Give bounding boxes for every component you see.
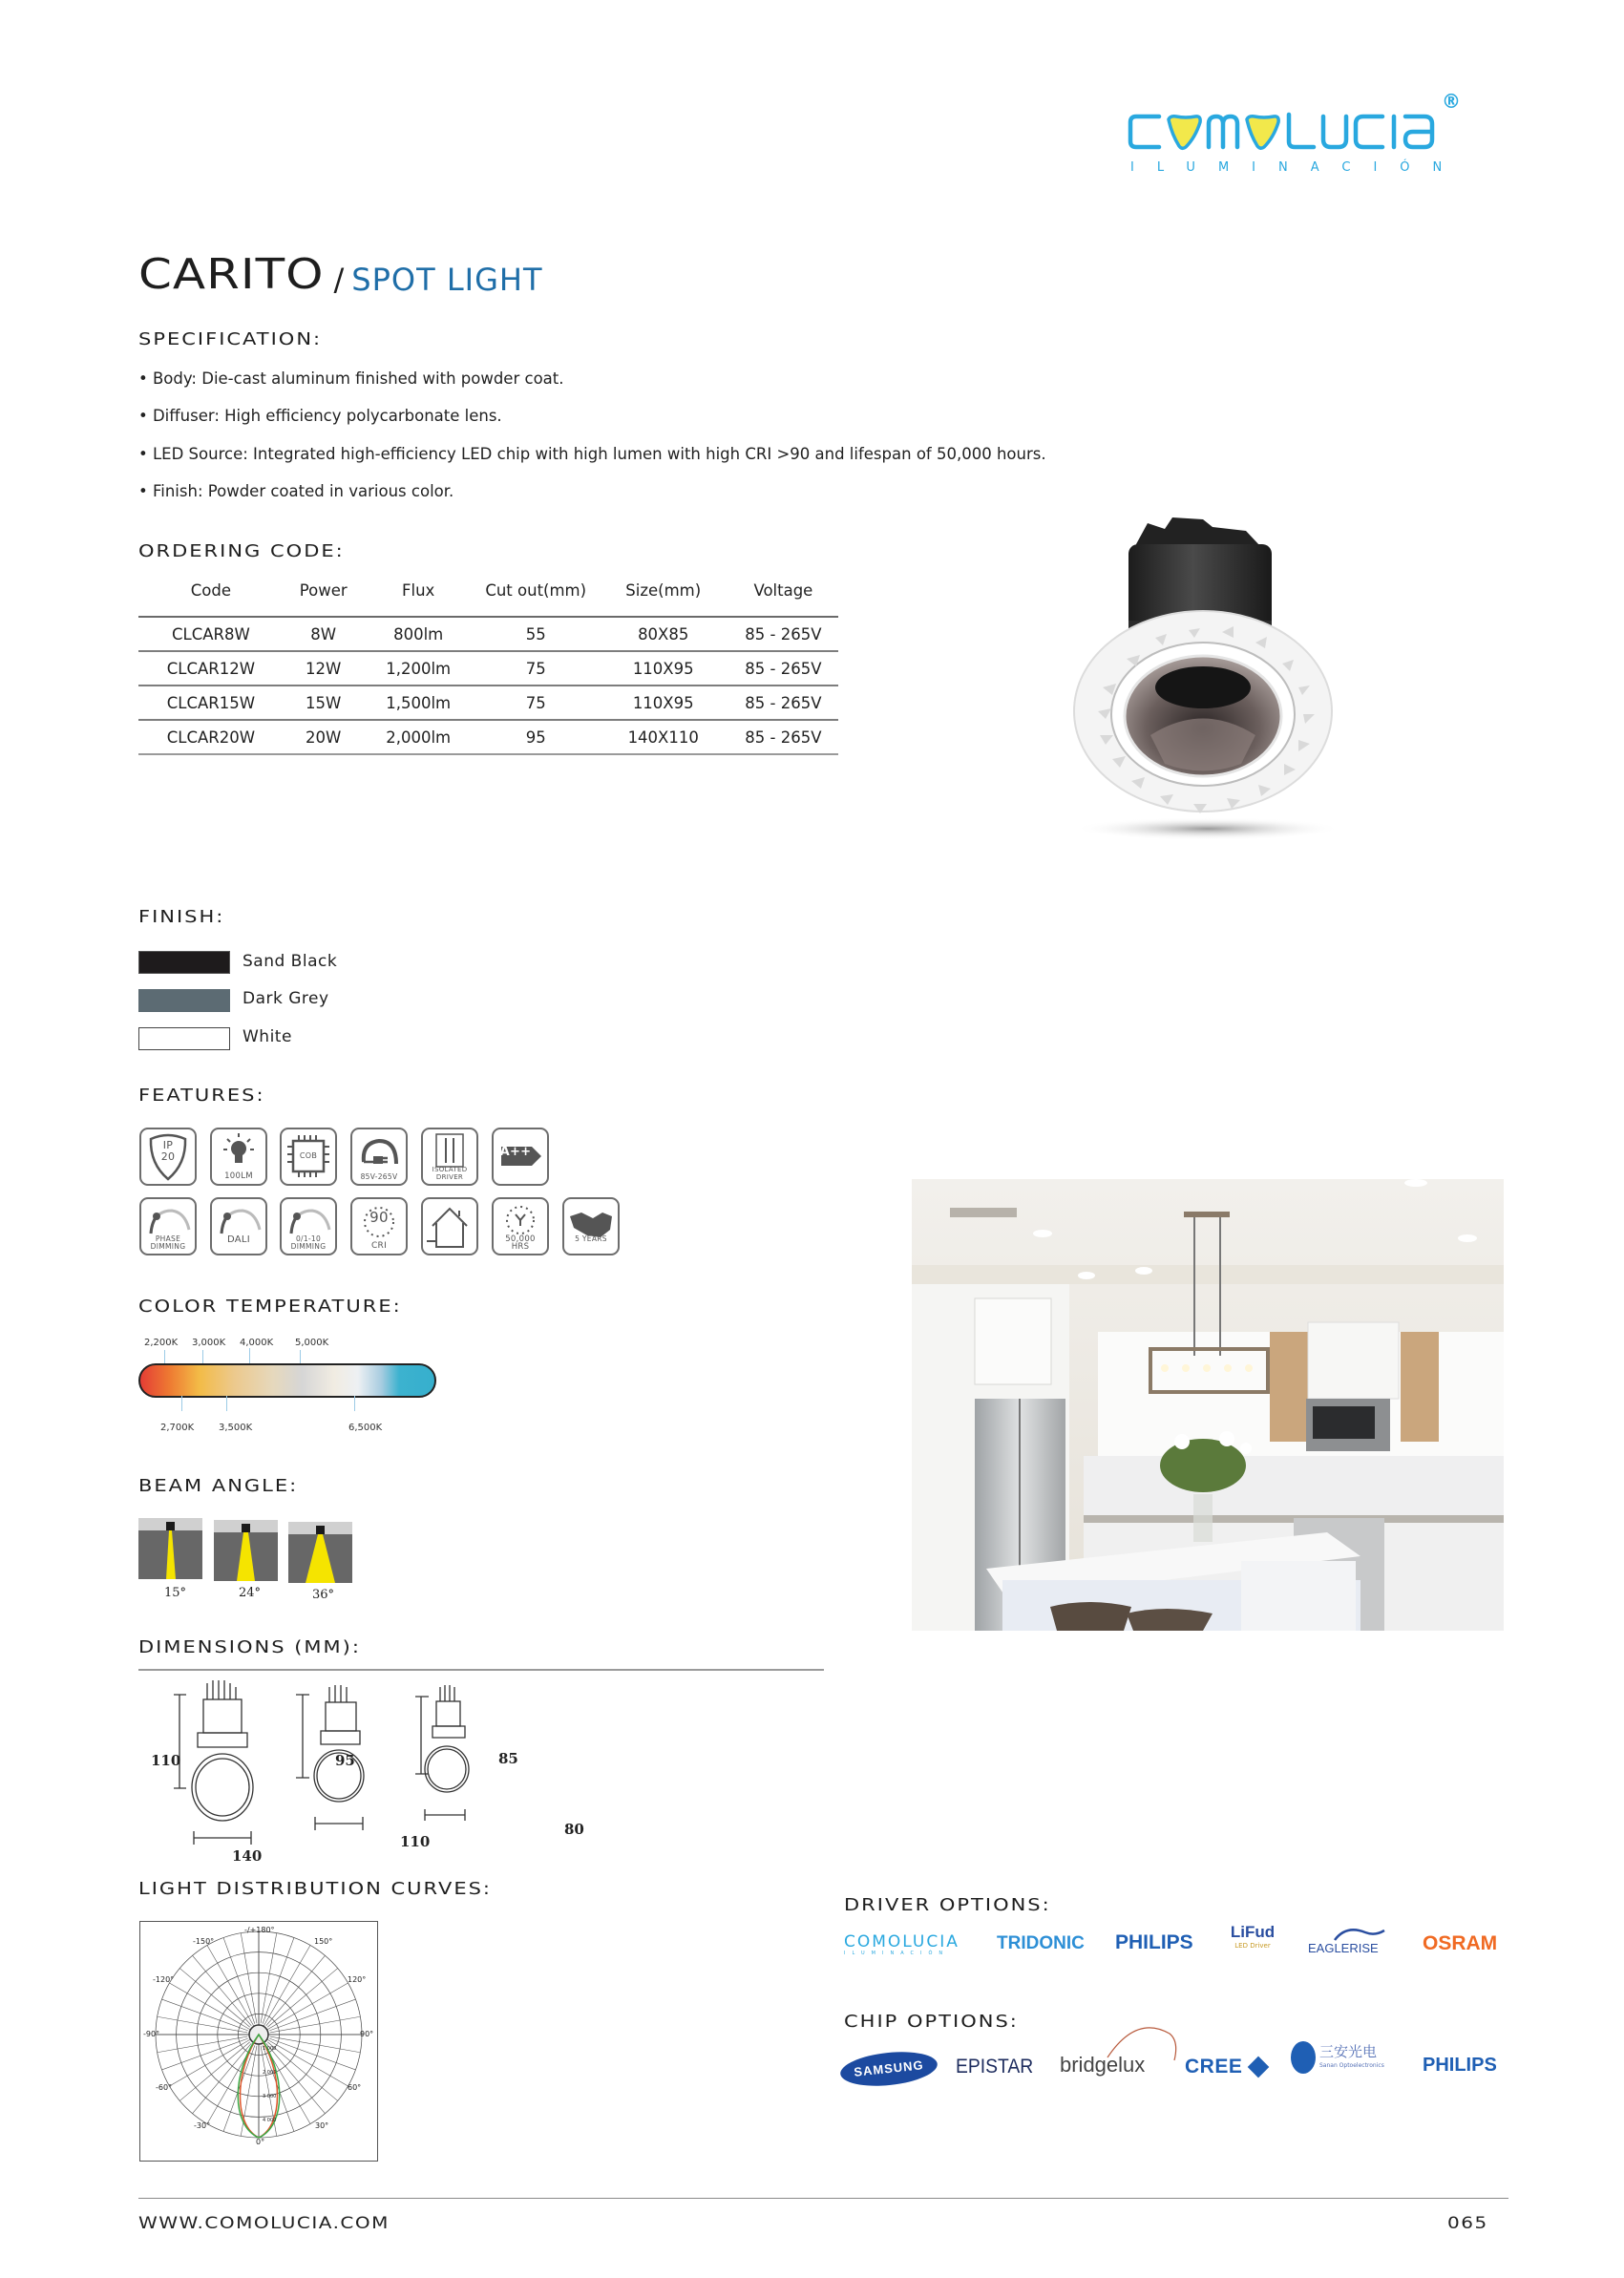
beam-angle-label: 24° [239, 1586, 262, 1600]
finish-label: White [243, 1027, 292, 1046]
cell-voltage: 85 - 265V [728, 617, 838, 651]
polar-angle-label: 0° [256, 2138, 265, 2146]
cell-code: CLCAR8W [138, 617, 284, 651]
feature-caption: CRI [370, 1241, 388, 1251]
column-header: Power [299, 581, 348, 600]
handshake-icon [562, 1197, 620, 1255]
cell-cutout: 55 [474, 617, 599, 651]
ordering-code-heading: ORDERING CODE: [138, 541, 345, 561]
table-row [138, 651, 838, 686]
footer-website-link[interactable]: WWW.COMOLUCIA.COM [138, 2213, 390, 2233]
driver-brand-comolucia: COMOLUCIA ILUMINACIÓN [844, 1932, 960, 1956]
chip-brand-philips: PHILIPS [1423, 2055, 1497, 2076]
polar-chart-frame [139, 1921, 378, 2162]
color-temperature-bar [138, 1363, 436, 1398]
comolucia-logo [1127, 90, 1547, 186]
dim-width-label: 110 [400, 1833, 431, 1850]
table-row [138, 720, 838, 754]
feature-caption: 5 YEARS [575, 1234, 607, 1243]
column-header: Voltage [753, 581, 813, 600]
feature-caption: 0/1-10 DIMMING [290, 1234, 327, 1251]
finish-swatch-white [138, 1027, 230, 1050]
polar-angle-label: -/+180° [244, 1926, 275, 1934]
finish-swatch-sand-black [138, 951, 230, 974]
dim-width-label: 80 [564, 1821, 584, 1838]
cell-size: 110X95 [599, 686, 728, 720]
ordering-table [138, 576, 838, 755]
cell-flux: 1,200lm [364, 651, 474, 686]
chip-brand-samsung: SAMSUNG [839, 2048, 939, 2090]
dimensions-divider [138, 1669, 824, 1671]
ct-tick [354, 1396, 355, 1411]
polar-spoke [261, 1933, 277, 2024]
polar-angle-label: 120° [348, 1975, 367, 1984]
beam-angle-label: 15° [164, 1586, 187, 1600]
table-header-row [138, 576, 838, 617]
cri-value: 90 [369, 1209, 389, 1226]
dimension-drawing-large [174, 1680, 253, 1845]
cell-cutout: 75 [474, 651, 599, 686]
polar-chart [140, 1922, 376, 2160]
cell-power: 15W [284, 686, 364, 720]
cree-diamond-icon [1248, 2057, 1270, 2078]
cell-code: CLCAR15W [138, 686, 284, 720]
driver-options-heading: DRIVER OPTIONS: [844, 1895, 1051, 1915]
driver-brand-tridonic: TRIDONIC [997, 1933, 1085, 1953]
polar-radial-label: 4 000 [263, 2118, 277, 2123]
dimension-drawing-small [415, 1685, 469, 1821]
polar-radial-label: 3 000 [263, 2094, 277, 2099]
cell-flux: 1,500lm [364, 686, 474, 720]
polar-angle-label: -150° [193, 1937, 215, 1946]
ct-label-top: 2,200K [144, 1338, 179, 1348]
spec-bullet: • Body: Die-cast aluminum finished with powder coat. [138, 369, 564, 388]
page-number: 065 [1447, 2213, 1488, 2233]
isolated-driver-icon [421, 1128, 478, 1186]
lightbulb-icon [210, 1128, 267, 1186]
cell-flux: 800lm [364, 617, 474, 651]
beam-15-icon [138, 1518, 202, 1579]
chip-brand-cree: CREE [1185, 2056, 1243, 2078]
feature-caption: PHASE DIMMING [150, 1234, 186, 1251]
ct-label-top: 5,000K [295, 1338, 329, 1348]
finish-swatch-dark-grey [138, 989, 230, 1012]
column-header: Flux [402, 581, 435, 600]
polar-angle-label: -60° [156, 2083, 173, 2092]
spec-bullet: • Diffuser: High efficiency polycarbonate lens. [138, 407, 502, 425]
dimming-0-10-icon [280, 1197, 337, 1255]
driver-brand-osram: OSRAM [1423, 1932, 1498, 1954]
specification-heading: SPECIFICATION: [138, 329, 323, 349]
polar-radial-label: 1 000 [263, 2046, 277, 2052]
energy-class-text: A++ [499, 1145, 532, 1159]
cell-voltage: 85 - 265V [728, 686, 838, 720]
product-image-spotlight [1060, 506, 1356, 850]
footer-divider [138, 2198, 1508, 2199]
ct-label-top: 3,000K [192, 1338, 226, 1348]
ip-text: IP 20 [160, 1139, 176, 1163]
table-row [138, 617, 838, 651]
ct-label-bottom: 6,500K [348, 1423, 383, 1433]
ct-tick [181, 1396, 182, 1411]
polar-angle-label: 30° [315, 2121, 329, 2130]
feature-caption: ISOLATED DRIVER [432, 1166, 468, 1181]
feature-caption: DALI [226, 1234, 251, 1245]
cell-voltage: 85 - 265V [728, 720, 838, 754]
clock-icon [492, 1197, 549, 1255]
power-plug-icon [350, 1128, 408, 1186]
polar-angle-label: 60° [348, 2083, 362, 2092]
feature-caption: 100LM [224, 1171, 253, 1181]
spec-bullet: • Finish: Powder coated in various color. [138, 482, 454, 500]
polar-angle-label: 90° [360, 2030, 374, 2038]
dim-height-label: 85 [498, 1750, 518, 1767]
house-icon [421, 1197, 478, 1255]
cell-voltage: 85 - 265V [728, 651, 838, 686]
polar-spoke [241, 1933, 257, 2024]
polar-angle-label: -30° [194, 2121, 211, 2130]
polar-angle-label: -90° [143, 2030, 160, 2038]
polar-angle-label: -120° [153, 1975, 175, 1984]
table-row [138, 686, 838, 720]
beam-36-icon [288, 1522, 352, 1583]
cob-chip-icon [280, 1128, 337, 1186]
cell-size: 80X85 [599, 617, 728, 651]
dimensions-heading: DIMENSIONS (MM): [138, 1637, 361, 1657]
driver-brand-lifud: LiFud LED Driver [1230, 1923, 1276, 1950]
dim-width-label: 140 [232, 1847, 263, 1865]
cob-text: COB [299, 1151, 318, 1160]
cell-flux: 2,000lm [364, 720, 474, 754]
color-temperature-heading: COLOR TEMPERATURE: [138, 1297, 402, 1317]
ct-label-top: 4,000K [240, 1338, 274, 1348]
feature-caption: 50,000 HRS [505, 1234, 536, 1252]
driver-brand-philips: PHILIPS [1115, 1931, 1193, 1953]
finish-label: Dark Grey [243, 989, 329, 1008]
finish-heading: FINISH: [138, 907, 225, 927]
column-header: Size(mm) [625, 581, 702, 600]
dali-icon [210, 1197, 267, 1255]
ct-label-bottom: 2,700K [160, 1423, 195, 1433]
bridgelux-swoosh-icon [1098, 2014, 1193, 2062]
cell-size: 140X110 [599, 720, 728, 754]
polar-spoke [158, 2016, 248, 2033]
beam-24-icon [214, 1520, 278, 1581]
page-title [138, 246, 542, 302]
energy-class-icon [492, 1128, 549, 1186]
title-slash: / [333, 262, 345, 298]
chip-brand-bridgelux: bridgelux [1060, 2053, 1146, 2077]
ip20-shield-icon [139, 1128, 197, 1186]
cell-code: CLCAR20W [138, 720, 284, 754]
kitchen-photo [912, 1179, 1504, 1631]
logo-graphic [1127, 95, 1547, 191]
sanan-subtitle: Sanan Optoelectronics [1319, 2062, 1384, 2069]
driver-brand-eaglerise: EAGLERISE [1308, 1925, 1396, 1959]
features-heading: FEATURES: [138, 1086, 265, 1106]
sanan-logo-icon [1291, 2041, 1316, 2074]
finish-label: Sand Black [243, 952, 338, 971]
chip-options-heading: CHIP OPTIONS: [844, 2012, 1019, 2032]
beam-angle-label: 36° [312, 1588, 335, 1602]
polar-spoke [270, 2036, 361, 2053]
beam-angle-heading: BEAM ANGLE: [138, 1476, 299, 1496]
column-header: Cut out(mm) [485, 581, 587, 600]
dim-height-label: 95 [335, 1752, 355, 1769]
cell-power: 12W [284, 651, 364, 686]
dim-height-label: 110 [151, 1752, 181, 1769]
polar-angle-label: 150° [314, 1937, 333, 1946]
polar-radial-label: 2 000 [263, 2070, 277, 2076]
polar-spoke [270, 2016, 361, 2033]
ct-label-bottom: 3,500K [219, 1423, 253, 1433]
cell-cutout: 75 [474, 686, 599, 720]
cell-power: 20W [284, 720, 364, 754]
chip-brand-sanan: 三安光电 [1319, 2043, 1378, 2060]
cell-size: 110X95 [599, 651, 728, 686]
product-name: CARITO [138, 249, 325, 299]
cri-icon [350, 1197, 408, 1255]
feature-caption: 85V-265V [360, 1172, 398, 1181]
column-header: Code [190, 581, 232, 600]
phase-dimming-icon [139, 1197, 197, 1255]
dimension-drawings [138, 1676, 826, 1847]
light-distribution-heading: LIGHT DISTRIBUTION CURVES: [138, 1879, 492, 1899]
polar-spoke [158, 2036, 248, 2053]
product-category: SPOT LIGHT [351, 262, 543, 298]
registered-mark: ® [1442, 90, 1461, 113]
spec-bullet: • LED Source: Integrated high-efficiency LED chip with high lumen with high CRI >90 and lifespan of 50,000 hours. [138, 445, 1046, 463]
logo-subtitle: ILUMINACIÓN [1130, 160, 1466, 175]
cell-power: 8W [284, 617, 364, 651]
cell-code: CLCAR12W [138, 651, 284, 686]
ct-tick [226, 1396, 227, 1411]
chip-brand-epistar: EPISTAR [956, 2056, 1034, 2078]
cell-cutout: 95 [474, 720, 599, 754]
